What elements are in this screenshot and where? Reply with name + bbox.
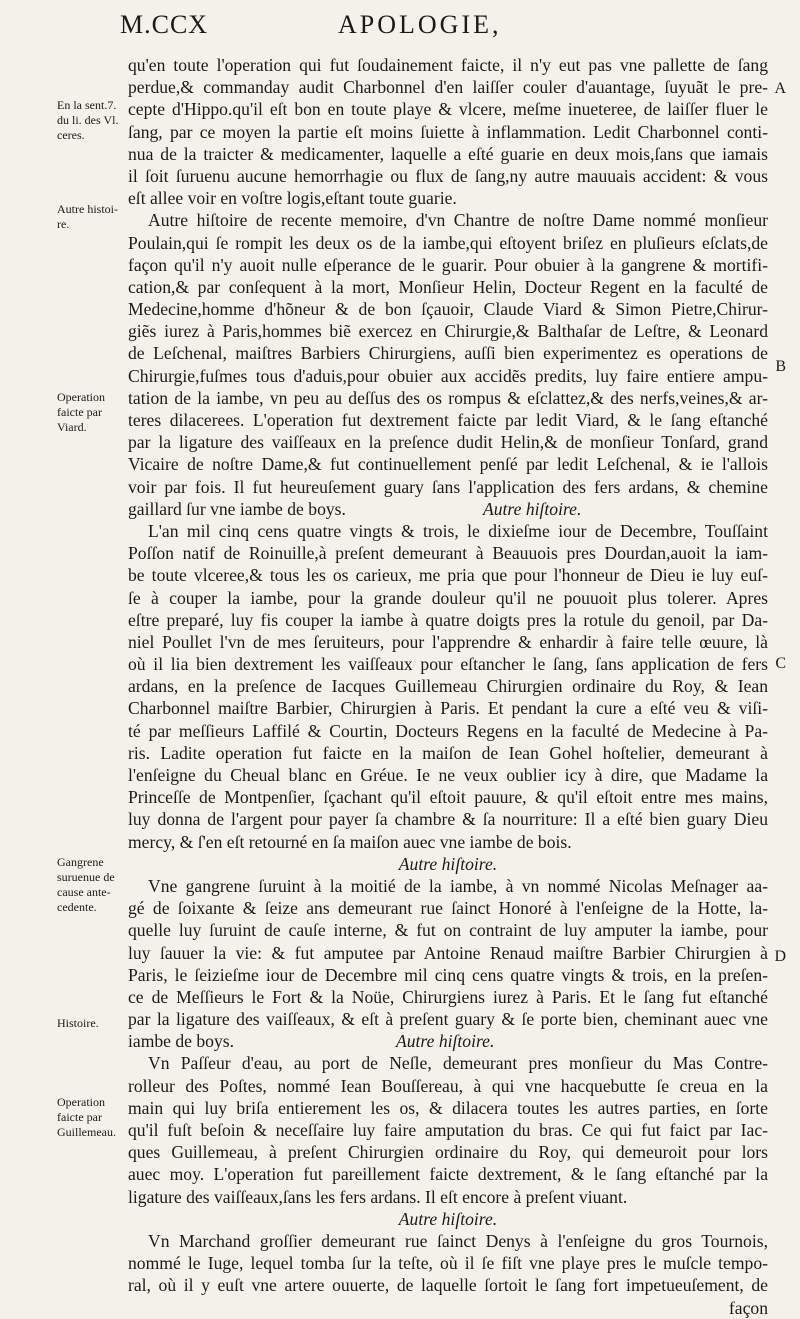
text-line: il ſoit ſuruenu aucune hemorrhagie ou flux de ſang,ny autre mauuais accident: & vous xyxy=(128,165,768,186)
text-line: L'an mil cinq cens quatre vingts & trois, le dixieſme iour de Decembre, Touſſaint xyxy=(148,520,768,541)
section-heading: Autre hiſtoire. xyxy=(398,1208,498,1229)
margin-note: Histoire. xyxy=(57,1016,99,1030)
text-line: de Leſchenal, maiſtres Barbiers Chirurgiens, auſſi bien experimentez es operations de xyxy=(128,343,768,364)
text-line: Poulain,qui ſe rompit les deux os de la iambe,qui eſtoyent briſez en pluſieurs eſclats,de xyxy=(128,232,768,253)
text-line: Vicaire de noſtre Dame,& fut continuellement penſé par ledit Leſchenal, & ie l'allois xyxy=(128,454,768,475)
text-line: Princeſſe de Montpenſier, ſçachant qu'il eſtoit pauure, & qu'il eſtoit entre mes mains, xyxy=(128,787,768,808)
text-line: Charbonnel maiſtre Barbier, Chirurgien à Paris. Et pendant la cure a eſté veu & viſi- xyxy=(128,698,768,719)
text-line: ques Guillemeau, à preſent Chirurgien ordinaire du Roy, qui demeuroit pour lors xyxy=(128,1142,768,1163)
text-line: qu'il fuſt beſoin & neceſſaire luy faire amputation du bras. Ce qui fut faict par Iac- xyxy=(128,1120,768,1140)
text-line-content: iambe de boys. xyxy=(128,1031,235,1052)
text-line: ce de Meſſieurs le Fort & la Noüe, Chirurgiens iurez à Paris. Et le ſang fut eſtanché xyxy=(128,986,768,1007)
text-line: tation de la iambe, vn peu au deſſus des os rompus & eſclattez,& des nerfs,veines,& ar- xyxy=(128,387,768,408)
text-line: teres dilacerees. L'operation fut dextrement faicte par ledit Viard, & le ſang eſtanché xyxy=(128,410,768,430)
text-line: par la ligature des vaiſſeaux en la preſence dudit Helin,& de monſieur Tonſard, grand xyxy=(128,432,768,453)
text-line: par la ligature des vaiſſeaux, & eſt à preſent guary & ſe porte bien, cheminant auec vne xyxy=(128,1009,768,1030)
text-line: cation,& par conſequent à la mort, Monſieur Helin, Docteur Regent en la faculté de xyxy=(128,276,768,297)
text-line: où il lia bien dextrement les vaiſſeaux pour eſtancher le ſang, ſans application de fers xyxy=(128,654,768,675)
text-line: l'enſeigne du Cheual blanc en Gréue. Ie ne veux oublier icy à dire, que Madame la xyxy=(128,765,768,785)
main-text xyxy=(128,54,768,1319)
text-line: rolleur des Poſtes, nommé Iean Bouſſereau, à qui vne hacquebutte ſe creua en la xyxy=(128,1075,768,1096)
text-line: ligature des vaiſſeaux,ſans les fers ardans. Il eſt encore à preſent viuant. xyxy=(128,1186,628,1207)
text-line: perdue,& commanday audit Charbonnel d'en laiſſer couler d'auantage, ſuyuãt le pre- xyxy=(128,77,768,98)
text-line-content: gaillard ſur vne iambe de boys. xyxy=(128,498,346,519)
margin-note: Gangrene suruenue de cause ante-cedente. xyxy=(57,855,115,914)
margin-notes xyxy=(0,0,130,1282)
text-line: Medecine,homme d'hõneur & de bon ſçauoir, Claude Viard & Simon Pietre,Chirur- xyxy=(128,299,768,320)
text-line: qu'en toute l'operation qui fut ſoudainement faicte, il n'y eut pas vne pallette de ſang xyxy=(128,55,768,75)
page-header xyxy=(120,6,680,46)
text-line: Vn Paſſeur d'eau, au port de Neſle, demeurant pres monſieur du Mas Contre- xyxy=(148,1053,768,1074)
text-line: nommé le Iuge, lequel tomba ſur la teſte, où il ſe fiſt vne playe pres le muſcle tempo- xyxy=(128,1253,768,1274)
text-line: ſe à couper la iambe, pour la grande douleur qu'il ne pouuoit plus tolerer. Apres xyxy=(128,587,768,608)
text-line: Paris, le ſeizieſme iour de Decembre mil cinq cens quatre vingts & trois, en la preſen- xyxy=(128,964,768,985)
text-line: luy ſauuer la vie: & fut amputee par Antoine Renaud maiſtre Barbier Chirurgien à xyxy=(128,942,768,963)
text-line xyxy=(128,498,768,520)
text-line: façon qu'il n'y auoit nulle eſperance de le guarir. Pour obuier à la gangrene & mortifi- xyxy=(128,254,768,275)
section-heading: Autre hiſtoire. xyxy=(396,1031,495,1052)
running-title: APOLOGIE, xyxy=(338,10,502,39)
signature-mark: B xyxy=(775,358,786,375)
text-line: Chirurgie,fuſmes tous d'aduis,pour obuier aux accidẽs predits, luy faire entiere ampu- xyxy=(128,365,768,386)
text-line: giẽs iurez à Paris,hommes biẽ exercez en Chirurgie,& Balthaſar de Leſtre, & Leonard xyxy=(128,321,768,342)
margin-note: En la sent.7. du li. des Vl. ceres. xyxy=(57,98,119,142)
text-line: auec moy. L'operation fut pareillement faicte dextrement, & le ſang eſtanché par la xyxy=(128,1164,768,1185)
text-line: be toute vlceree,& tous les os carieux, me pria que pour l'honneur de Dieu ie luy euſ- xyxy=(128,565,768,586)
text-line: main qui luy briſa entierement les os, & dilacera toutes les autres parties, en ſorte xyxy=(128,1097,768,1118)
text-line: voir par fois. Il fut heureuſement guary ſans l'application des fers ardans, & chemine xyxy=(128,476,768,497)
text-line: eſt allee voir en voſtre logis,eſtant toute guarie. xyxy=(128,188,457,209)
text-line: quelle luy ſuruint de cauſe interne, & fut on contraint de luy amputer la iambe, pour xyxy=(128,920,768,941)
text-line: luy donna de l'argent pour payer ſa chambre & ſa nourriture: Il a eſté bien guary Dieu xyxy=(128,809,768,830)
margin-note: Autre histoi-re. xyxy=(57,202,118,231)
section-heading: Autre hiſtoire. xyxy=(398,853,498,874)
text-line: té par meſſieurs Laffilé & Courtin, Docteurs Regens en la faculté de Medecine à Pa- xyxy=(128,720,768,741)
folio-number: M.CCX xyxy=(120,10,209,39)
text-line: gé de ſoixante & ſeize ans demeurant rue ſainct Honoré à l'enſeigne de la Hotte, la- xyxy=(128,898,768,919)
text-line: ral, où il y euſt vne artere ouuerte, de laquelle ſortoit le ſang fort impetueuſement, de xyxy=(128,1275,768,1296)
text-line: cepte d'Hippo.qu'il eſt bon en toute playe & vlcere, meſme inueteree, de laiſſer fluer le xyxy=(128,99,768,120)
signature-mark: A xyxy=(774,80,786,97)
text-line xyxy=(128,1030,768,1052)
text-line: ardans, en la preſence de Iacques Guillemeau Chirurgien ordinaire du Roy, & Iean xyxy=(128,676,768,697)
text-line: Autre hiſtoire de recente memoire, d'vn Chantre de noſtre Dame nommé monſieur xyxy=(148,210,768,231)
catchword: façon xyxy=(728,1297,768,1318)
text-line: niel Poullet l'vn de mes ſeruiteurs, pour l'apprendre & enhardir à faire telle œuure, là xyxy=(128,631,768,652)
text-line: Vn Marchand groſſier demeurant rue ſainct Denys à l'enſeigne du gros Tournois, xyxy=(148,1230,768,1251)
text-line: eſtre preparé, luy fis couper la iambe à quatre doigts pres la rotule du genoil, par Da- xyxy=(128,609,768,630)
text-line: mercy, & ſ'en eſt retourné en ſa maiſon auec vne iambe de bois. xyxy=(128,831,572,852)
text-line: ris. Ladite operation fut faicte en la maiſon de Iean Gohel hoſtelier, demeurant à xyxy=(128,742,768,763)
section-heading: Autre hiſtoire. xyxy=(483,498,582,519)
text-line: Poſſon natif de Roinuille,à preſent demeurant à Beauuois pres Dourdan,auoit la iam- xyxy=(128,543,768,564)
text-line: Vne gangrene ſuruint à la moitié de la iambe, à vn nommé Nicolas Meſnager aa- xyxy=(148,875,768,896)
signature-mark: C xyxy=(775,655,786,672)
margin-note: Operation faicte par Viard. xyxy=(57,390,105,434)
margin-note: Operation faicte par Guillemeau. xyxy=(57,1095,116,1139)
text-line: nua de la traicter & medicamenter, laquelle a eſté guarie en deux mois,ſans que iamais xyxy=(128,143,768,164)
signature-mark: D xyxy=(774,948,786,965)
text-line: ſang, par ce moyen la partie eſt moins ſuiette à inflammation. Ledit Charbonnel conti- xyxy=(128,121,768,142)
